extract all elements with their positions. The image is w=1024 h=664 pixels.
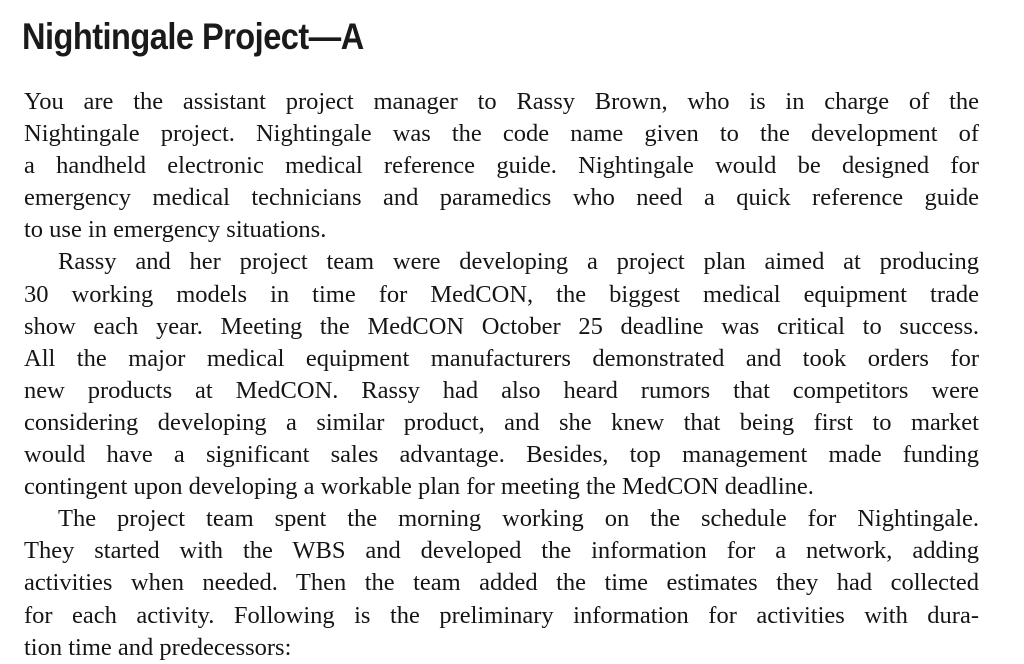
- text-line: show each year. Meeting the MedCON October 25 deadline was critical to success.: [24, 312, 979, 340]
- text-line: a handheld electronic medical reference guide. Nightingale would be designed for: [24, 152, 979, 180]
- text-line: All the major medical equipment manufacturers demonstrated and took orders for: [24, 344, 979, 372]
- document-body: [24, 86, 979, 664]
- text-line: Rassy and her project team were developing a project plan aimed at producing: [58, 248, 979, 276]
- text-line: to use in emergency situations.: [24, 216, 327, 244]
- text-line: considering developing a similar product, and she knew that being first to market: [24, 408, 979, 436]
- text-line: 30 working models in time for MedCON, the biggest medical equipment trade: [24, 280, 979, 308]
- paragraph-1: [24, 86, 979, 246]
- text-line: activities when needed. Then the team added the time estimates they had collected: [24, 569, 979, 597]
- text-line: They started with the WBS and developed the information for a network, adding: [24, 537, 979, 565]
- text-line: new products at MedCON. Rassy had also heard rumors that competitors were: [24, 376, 979, 404]
- text-line: The project team spent the morning working on the schedule for Nightingale.: [58, 505, 979, 533]
- text-line: Nightingale project. Nightingale was the code name given to the development of: [24, 120, 979, 148]
- text-line: would have a significant sales advantage. Besides, top management made funding: [24, 441, 979, 469]
- text-line: emergency medical technicians and paramedics who need a quick reference guide: [24, 184, 979, 212]
- paragraph-2: [24, 246, 979, 503]
- document-title: Nightingale Project—A: [22, 16, 364, 57]
- text-line: You are the assistant project manager to Rassy Brown, who is in charge of the: [24, 88, 979, 115]
- text-line: for each activity. Following is the preliminary information for activities with dura-: [24, 601, 979, 629]
- paragraph-3: [24, 503, 979, 663]
- text-line: tion time and predecessors:: [24, 633, 292, 661]
- text-line: contingent upon developing a workable plan for meeting the MedCON deadline.: [24, 473, 814, 501]
